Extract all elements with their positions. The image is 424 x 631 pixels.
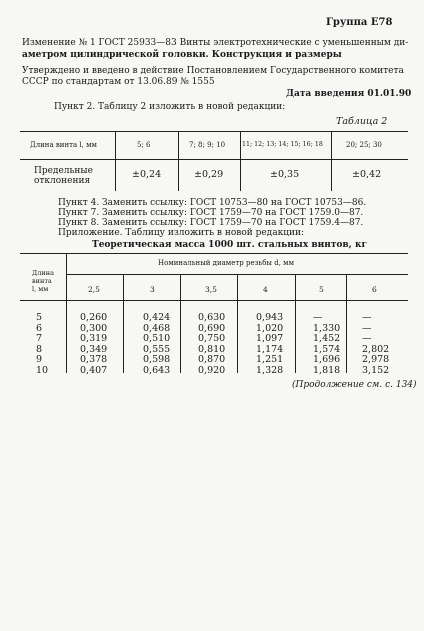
approval-line-1: Утверждено и введено в действие Постановлением Государственного комитета xyxy=(22,66,404,76)
table-3-cell: 0,300 xyxy=(80,322,108,334)
table-3-divider xyxy=(123,274,124,373)
appendix-text: Приложение. Таблицу изложить в новой редакции: xyxy=(58,228,305,238)
table-3-cell: — xyxy=(313,312,323,323)
point-8-text: Пункт 8. Заменить ссылку: ГОСТ 1759—70 на ГОСТ 1759.4—87. xyxy=(58,218,364,228)
table-3-cell: 1,452 xyxy=(313,333,341,344)
group-code: Группа Е78 xyxy=(326,17,393,28)
table-3-left-header: Длина xyxy=(32,269,54,277)
table-2-rule-top xyxy=(20,131,408,132)
table-3-cell: 0,319 xyxy=(80,333,108,344)
table-3-cell: 1,251 xyxy=(256,354,284,365)
table-3-cell: 0,920 xyxy=(198,364,226,376)
table-3-cell: 0,407 xyxy=(80,364,108,376)
continuation-note: (Продолжение см. с. 134) xyxy=(292,380,417,390)
table-3-col-header: 2,5 xyxy=(88,285,100,294)
table-3-length: 6 xyxy=(36,322,43,334)
table-3-cell: 0,510 xyxy=(143,333,171,344)
approval-line-2: СССР по стандартам от 13.06.89 № 1555 xyxy=(22,77,215,87)
table-3-cell: — xyxy=(362,312,372,323)
table-3-cell: 1,574 xyxy=(313,343,341,355)
table-2-cell: ±0,29 xyxy=(194,169,224,180)
table-2-divider xyxy=(178,131,179,191)
table-3-cell: 0,870 xyxy=(198,354,226,365)
table-3-top-header: Номинальный диаметр резьбы d, мм xyxy=(158,259,295,267)
table-3-col-header: 6 xyxy=(372,285,377,294)
table-3-length: 10 xyxy=(36,364,49,376)
table-3-cell: 1,818 xyxy=(313,364,341,376)
table-3-cell: 1,330 xyxy=(313,322,341,334)
table-3-cell: 0,690 xyxy=(198,322,226,334)
table-3-divider xyxy=(295,274,296,373)
table-3-cell: 1,097 xyxy=(256,333,284,344)
table-3-cell: 1,020 xyxy=(256,322,284,334)
table-3-cell: 0,555 xyxy=(143,343,171,355)
table-3-col-header: 3 xyxy=(150,285,155,294)
table-3-cell: 1,174 xyxy=(256,343,284,355)
table-3-divider xyxy=(180,274,181,373)
table-3-cell: 1,328 xyxy=(256,364,284,376)
table-2-cell: ±0,35 xyxy=(270,169,300,180)
table-2-cell: ±0,42 xyxy=(352,169,382,180)
table-3-title: Теоретическая масса 1000 шт. стальных винтов, кг xyxy=(92,240,367,250)
table-3-cell: 0,750 xyxy=(198,333,226,344)
table-2-rule-mid xyxy=(20,159,408,160)
table-3-cell: 0,424 xyxy=(143,312,171,323)
table-2-col-header: 5; 6 xyxy=(137,141,151,149)
table-3-length: 7 xyxy=(36,333,43,344)
table-3-col-header: 5 xyxy=(319,285,324,294)
table-3-cell: 2,978 xyxy=(362,354,390,365)
table-3-cell: 0,643 xyxy=(143,364,171,376)
table-3-cell: 0,349 xyxy=(80,343,108,355)
table-2-row-label: Предельные xyxy=(34,166,93,176)
table-3-col-header: 3,5 xyxy=(205,285,217,294)
table-3-left-header: l, мм xyxy=(32,285,49,293)
table-3-cell: 2,802 xyxy=(362,343,390,355)
table-2-col-header: 11; 12; 13; 14; 15; 16; 18 xyxy=(242,141,323,148)
table-2-col-header: 7; 8; 9; 10 xyxy=(189,141,226,149)
table-3-cell: 0,943 xyxy=(256,312,284,323)
table-2-col-header: 20; 25; 30 xyxy=(346,141,382,149)
table-2-row-label: отклонения xyxy=(34,176,91,186)
table-3-cell: 0,260 xyxy=(80,312,108,323)
table-3-col-header: 4 xyxy=(263,285,268,294)
table-3-cell: — xyxy=(362,322,372,334)
table-2-divider xyxy=(331,131,332,191)
intro-date: Дата введения 01.01.90 xyxy=(286,89,412,99)
table-3-rule-top xyxy=(20,253,408,254)
table-3-length: 9 xyxy=(36,354,43,365)
table-3-divider xyxy=(237,274,238,373)
point-2-text: Пункт 2. Таблицу 2 изложить в новой редакции: xyxy=(54,102,286,112)
table-2-divider xyxy=(115,131,116,191)
table-3-cell: 3,152 xyxy=(362,364,390,376)
table-2-header-label: Длина винта l, мм xyxy=(30,141,97,149)
table-3-cell: 0,468 xyxy=(143,322,171,334)
table-3-cell: 1,696 xyxy=(313,354,341,365)
table-3-length: 5 xyxy=(36,312,43,323)
table-3-cell: 0,378 xyxy=(80,354,108,365)
table-3-length: 8 xyxy=(36,343,43,355)
table-3-divider xyxy=(346,274,347,373)
table-2-divider xyxy=(240,131,241,191)
table-3-cell: — xyxy=(362,333,372,344)
table-2-title: Таблица 2 xyxy=(336,116,388,127)
table-3-cell: 0,630 xyxy=(198,312,226,323)
point-4-text: Пункт 4. Заменить ссылку: ГОСТ 10753—80 на ГОСТ 10753—86. xyxy=(58,198,367,208)
table-3-rule-mid xyxy=(20,300,408,301)
table-2-cell: ±0,24 xyxy=(132,169,162,180)
point-7-text: Пункт 7. Заменить ссылку: ГОСТ 1759—70 на ГОСТ 1759.0—87. xyxy=(58,208,364,218)
table-3-cell: 0,810 xyxy=(198,343,226,355)
change-title-line-1: Изменение № 1 ГОСТ 25933—83 Винты электротехнические с уменьшенным ди- xyxy=(22,38,409,48)
table-3-cell: 0,598 xyxy=(143,354,171,365)
change-title-line-2: аметром цилиндрической головки. Конструкция и размеры xyxy=(22,50,342,60)
table-3-left-header: винта xyxy=(32,277,52,285)
table-3-divider xyxy=(66,253,67,373)
